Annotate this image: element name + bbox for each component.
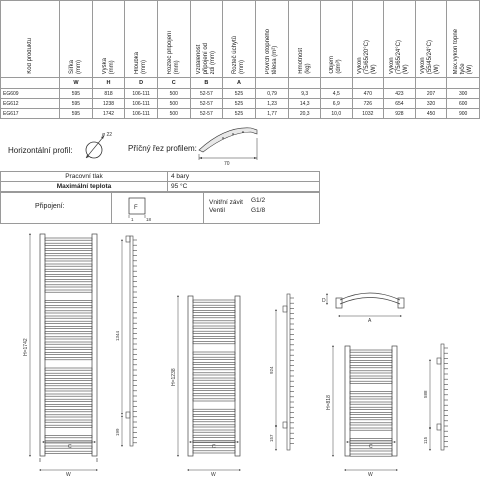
fitting-letter: F bbox=[134, 205, 138, 211]
radiator-rung bbox=[45, 326, 92, 328]
radiator-rung bbox=[45, 451, 92, 453]
table-cell: 595 bbox=[60, 89, 93, 99]
table-cell: 4,5 bbox=[320, 89, 352, 99]
radiator-rung bbox=[193, 300, 235, 302]
radiator-rung bbox=[193, 310, 235, 312]
radiator-rung bbox=[45, 243, 92, 245]
table-cell: 654 bbox=[384, 99, 416, 109]
table-cell: 423 bbox=[384, 89, 416, 99]
radiator-rung bbox=[193, 336, 235, 338]
radiator-rung bbox=[193, 440, 235, 442]
cross-section-drawing bbox=[195, 124, 265, 170]
letter-cell: A bbox=[223, 78, 256, 89]
radiator-rung bbox=[45, 300, 92, 302]
radiator-rung bbox=[350, 371, 392, 373]
table-cell: 595 bbox=[60, 109, 93, 119]
radiator-rung bbox=[193, 316, 235, 318]
valve-label: Ventil bbox=[209, 207, 225, 214]
radiator-rung bbox=[45, 274, 92, 276]
radiator-rung bbox=[45, 436, 92, 438]
radiator-rung bbox=[193, 321, 235, 323]
col-header: Objem (dm³) bbox=[320, 1, 352, 78]
table-cell: 14,3 bbox=[289, 99, 321, 109]
radiator-rung bbox=[193, 414, 235, 416]
valve-value: G1/8 bbox=[251, 207, 266, 214]
radiator-rung bbox=[45, 269, 92, 271]
col-header: Šířka (mm) bbox=[60, 1, 93, 78]
radiator-rung bbox=[193, 435, 235, 437]
radiator-rung bbox=[193, 430, 235, 432]
small-side-height: 588 bbox=[423, 390, 428, 398]
pressure-value: 4 bary bbox=[168, 172, 320, 182]
small-side-bottom: 115 bbox=[423, 436, 428, 444]
table-cell: EG617 bbox=[1, 109, 60, 119]
table-cell: 525 bbox=[223, 99, 256, 109]
thread-label: Vnitřní závit bbox=[209, 199, 243, 206]
table-cell: 928 bbox=[384, 109, 416, 119]
radiator-rung bbox=[350, 438, 392, 440]
cross-dim-label: 70 bbox=[224, 161, 230, 167]
spec-table bbox=[0, 0, 480, 119]
radiator-rung bbox=[45, 399, 92, 401]
radiator-rung bbox=[45, 373, 92, 375]
radiator-rung bbox=[193, 331, 235, 333]
radiator-rung bbox=[193, 399, 235, 401]
radiator-rung bbox=[45, 259, 92, 261]
table-cell: 52-57 bbox=[190, 99, 223, 109]
radiator-rung bbox=[350, 355, 392, 357]
specs-table bbox=[0, 171, 320, 192]
radiator-rung bbox=[45, 384, 92, 386]
radiator-rung bbox=[45, 410, 92, 412]
temp-label: Maximální teplota bbox=[1, 182, 168, 192]
table-cell: 595 bbox=[60, 99, 93, 109]
radiator-rung bbox=[350, 376, 392, 378]
diameter-label: ø 22 bbox=[102, 132, 112, 138]
table-cell: 500 bbox=[157, 99, 190, 109]
table-cell: 500 bbox=[157, 109, 190, 119]
large-c-label: C bbox=[68, 444, 72, 450]
radiator-rung bbox=[350, 350, 392, 352]
radiator-rung bbox=[45, 420, 92, 422]
col-header: Výška (mm) bbox=[92, 1, 125, 78]
letter-cell bbox=[255, 78, 289, 89]
radiator-rung bbox=[193, 305, 235, 307]
radiator-rung bbox=[193, 388, 235, 390]
letter-cell: B bbox=[190, 78, 223, 89]
radiator-rung bbox=[193, 409, 235, 411]
large-side-height: 1344 bbox=[115, 330, 120, 341]
radiator-rung bbox=[45, 415, 92, 417]
radiator-rung bbox=[193, 383, 235, 385]
radiator-rung bbox=[193, 352, 235, 354]
radiator-rung bbox=[45, 394, 92, 396]
radiator-small-front bbox=[345, 346, 397, 456]
radiator-rung bbox=[193, 326, 235, 328]
letter-cell: D bbox=[125, 78, 158, 89]
connection-fitting-icon bbox=[125, 196, 159, 222]
top-a-label: A bbox=[368, 318, 372, 324]
radiator-small-side bbox=[437, 344, 448, 450]
radiator-rung bbox=[193, 368, 235, 370]
thread-value: G1/2 bbox=[251, 197, 266, 204]
table-row bbox=[1, 109, 480, 119]
table-cell: 500 bbox=[157, 89, 190, 99]
table-cell: 52-57 bbox=[190, 109, 223, 119]
medium-w-label: W bbox=[211, 472, 216, 478]
radiator-rung bbox=[350, 360, 392, 362]
table-cell: 900 bbox=[447, 109, 480, 119]
radiator-rung bbox=[350, 412, 392, 414]
radiator-rung bbox=[45, 285, 92, 287]
radiator-rung bbox=[45, 321, 92, 323]
radiator-rung bbox=[45, 347, 92, 349]
col-header: Kód produktu bbox=[1, 1, 60, 78]
radiator-rung bbox=[45, 358, 92, 360]
radiator-rung bbox=[350, 428, 392, 430]
table-cell: 470 bbox=[352, 89, 384, 99]
table-cell: 1238 bbox=[92, 99, 125, 109]
radiator-rung bbox=[45, 368, 92, 370]
radiator-rung bbox=[350, 402, 392, 404]
large-height-label: H=1742 bbox=[23, 338, 29, 356]
medium-side-height: 924 bbox=[269, 366, 274, 374]
table-cell: 20,3 bbox=[289, 109, 321, 119]
radiator-medium-side bbox=[283, 294, 294, 450]
radiator-rung bbox=[350, 407, 392, 409]
table-cell: 1742 bbox=[92, 109, 125, 119]
round-profile-icon bbox=[80, 128, 112, 164]
connection-label: Připojení: bbox=[35, 203, 65, 210]
radiator-rung bbox=[193, 378, 235, 380]
radiator-rung bbox=[45, 337, 92, 339]
medium-height-label: H=1238 bbox=[171, 368, 177, 386]
letter-cell bbox=[384, 78, 416, 89]
letter-cell: H bbox=[92, 78, 125, 89]
table-cell: 600 bbox=[447, 99, 480, 109]
table-cell: 300 bbox=[447, 89, 480, 99]
table-cell: 9,3 bbox=[289, 89, 321, 99]
top-d-label: D bbox=[322, 298, 326, 304]
col-header: Výkon (75/65/24°C) (W) bbox=[384, 1, 416, 78]
radiator-rung bbox=[193, 362, 235, 364]
radiator-rung bbox=[193, 451, 235, 453]
radiator-rung bbox=[45, 352, 92, 354]
table-cell: 6,9 bbox=[320, 99, 352, 109]
radiator-rung bbox=[45, 254, 92, 256]
col-header: Vzdálenost připojení od zdi (mm) bbox=[190, 1, 223, 78]
radiator-rung bbox=[193, 420, 235, 422]
table-cell: 106-111 bbox=[125, 99, 158, 109]
letter-cell bbox=[352, 78, 384, 89]
table-cell: 450 bbox=[415, 109, 447, 119]
fitting-dim-2: 18 bbox=[146, 217, 152, 222]
letter-cell bbox=[415, 78, 447, 89]
letter-cell: W bbox=[60, 78, 93, 89]
table-cell: 818 bbox=[92, 89, 125, 99]
radiator-rung bbox=[350, 423, 392, 425]
radiator-rung bbox=[45, 332, 92, 334]
col-header: Povrch otopného tělesa (m²) bbox=[255, 1, 289, 78]
col-header: Výkon (55/45/24°C) (W) bbox=[415, 1, 447, 78]
table-cell: 106-111 bbox=[125, 109, 158, 119]
radiator-rung bbox=[45, 264, 92, 266]
table-cell: 726 bbox=[352, 99, 384, 109]
table-cell: 0,79 bbox=[255, 89, 289, 99]
spec-letter-row bbox=[1, 78, 480, 89]
radiator-rung bbox=[45, 290, 92, 292]
connection-box bbox=[0, 192, 320, 224]
temp-value: 95 °C bbox=[168, 182, 320, 192]
col-header: Hmotnost (kg) bbox=[289, 1, 321, 78]
large-side-bottom: 199 bbox=[115, 428, 120, 436]
col-header: Hloubka (mm) bbox=[125, 1, 158, 78]
letter-cell bbox=[320, 78, 352, 89]
table-row bbox=[1, 172, 320, 182]
radiator-rung bbox=[45, 425, 92, 427]
radiator-rung bbox=[193, 425, 235, 427]
letter-cell: C bbox=[157, 78, 190, 89]
table-cell: 320 bbox=[415, 99, 447, 109]
radiator-rung bbox=[45, 316, 92, 318]
table-cell: 525 bbox=[223, 109, 256, 119]
letter-cell bbox=[1, 78, 60, 89]
medium-side-bottom: 157 bbox=[269, 434, 274, 442]
radiator-rung bbox=[193, 373, 235, 375]
radiator-rung bbox=[45, 248, 92, 250]
table-cell: 525 bbox=[223, 89, 256, 99]
radiator-medium-front bbox=[188, 296, 240, 456]
letter-cell bbox=[289, 78, 321, 89]
radiator-large-side bbox=[126, 236, 137, 446]
col-header: Výkon (75/65/20°C) (W) bbox=[352, 1, 384, 78]
technical-drawings bbox=[0, 226, 480, 480]
table-cell: EG609 bbox=[1, 89, 60, 99]
small-height-label: H=818 bbox=[326, 395, 332, 410]
table-cell: 207 bbox=[415, 89, 447, 99]
radiator-top-view bbox=[336, 293, 404, 308]
radiator-rung bbox=[193, 342, 235, 344]
col-header: Rozteč úchytů (mm) bbox=[223, 1, 256, 78]
table-row bbox=[1, 89, 480, 99]
radiator-rung bbox=[45, 389, 92, 391]
radiator-rung bbox=[193, 357, 235, 359]
pressure-label: Pracovní tlak bbox=[1, 172, 168, 182]
radiator-rung bbox=[350, 366, 392, 368]
table-cell: 10,0 bbox=[320, 109, 352, 119]
large-w-label: W bbox=[66, 472, 71, 478]
radiator-rung bbox=[45, 238, 92, 240]
col-header: Rozteč připojení (mm) bbox=[157, 1, 190, 78]
small-c-label: C bbox=[369, 444, 373, 450]
radiator-rung bbox=[45, 280, 92, 282]
cross-section-label: Příčný řez profilem: bbox=[128, 144, 197, 153]
radiator-rung bbox=[350, 397, 392, 399]
radiator-rung bbox=[45, 342, 92, 344]
letter-cell bbox=[447, 78, 480, 89]
table-cell: 1032 bbox=[352, 109, 384, 119]
medium-c-label: C bbox=[212, 444, 216, 450]
spec-header-row bbox=[1, 1, 480, 78]
radiator-rung bbox=[350, 418, 392, 420]
fitting-dim-1: 1 bbox=[131, 217, 134, 222]
table-cell: 52-57 bbox=[190, 89, 223, 99]
radiator-rung bbox=[45, 404, 92, 406]
table-cell: 106-111 bbox=[125, 89, 158, 99]
radiator-rung bbox=[45, 311, 92, 313]
radiator-rung bbox=[350, 454, 392, 456]
radiator-rung bbox=[193, 394, 235, 396]
radiator-rung bbox=[350, 381, 392, 383]
table-cell: EG612 bbox=[1, 99, 60, 109]
col-header: Max.výkon topné tyče (W) bbox=[447, 1, 480, 78]
radiator-rung bbox=[45, 306, 92, 308]
radiator-large-front bbox=[40, 234, 97, 462]
table-cell: 1,77 bbox=[255, 109, 289, 119]
radiator-rung bbox=[350, 392, 392, 394]
horizontal-profile-label: Horizontální profil: bbox=[8, 146, 73, 155]
table-row bbox=[1, 182, 320, 192]
table-row bbox=[1, 99, 480, 109]
radiator-rung bbox=[45, 378, 92, 380]
table-cell: 1,23 bbox=[255, 99, 289, 109]
small-w-label: W bbox=[368, 472, 373, 478]
